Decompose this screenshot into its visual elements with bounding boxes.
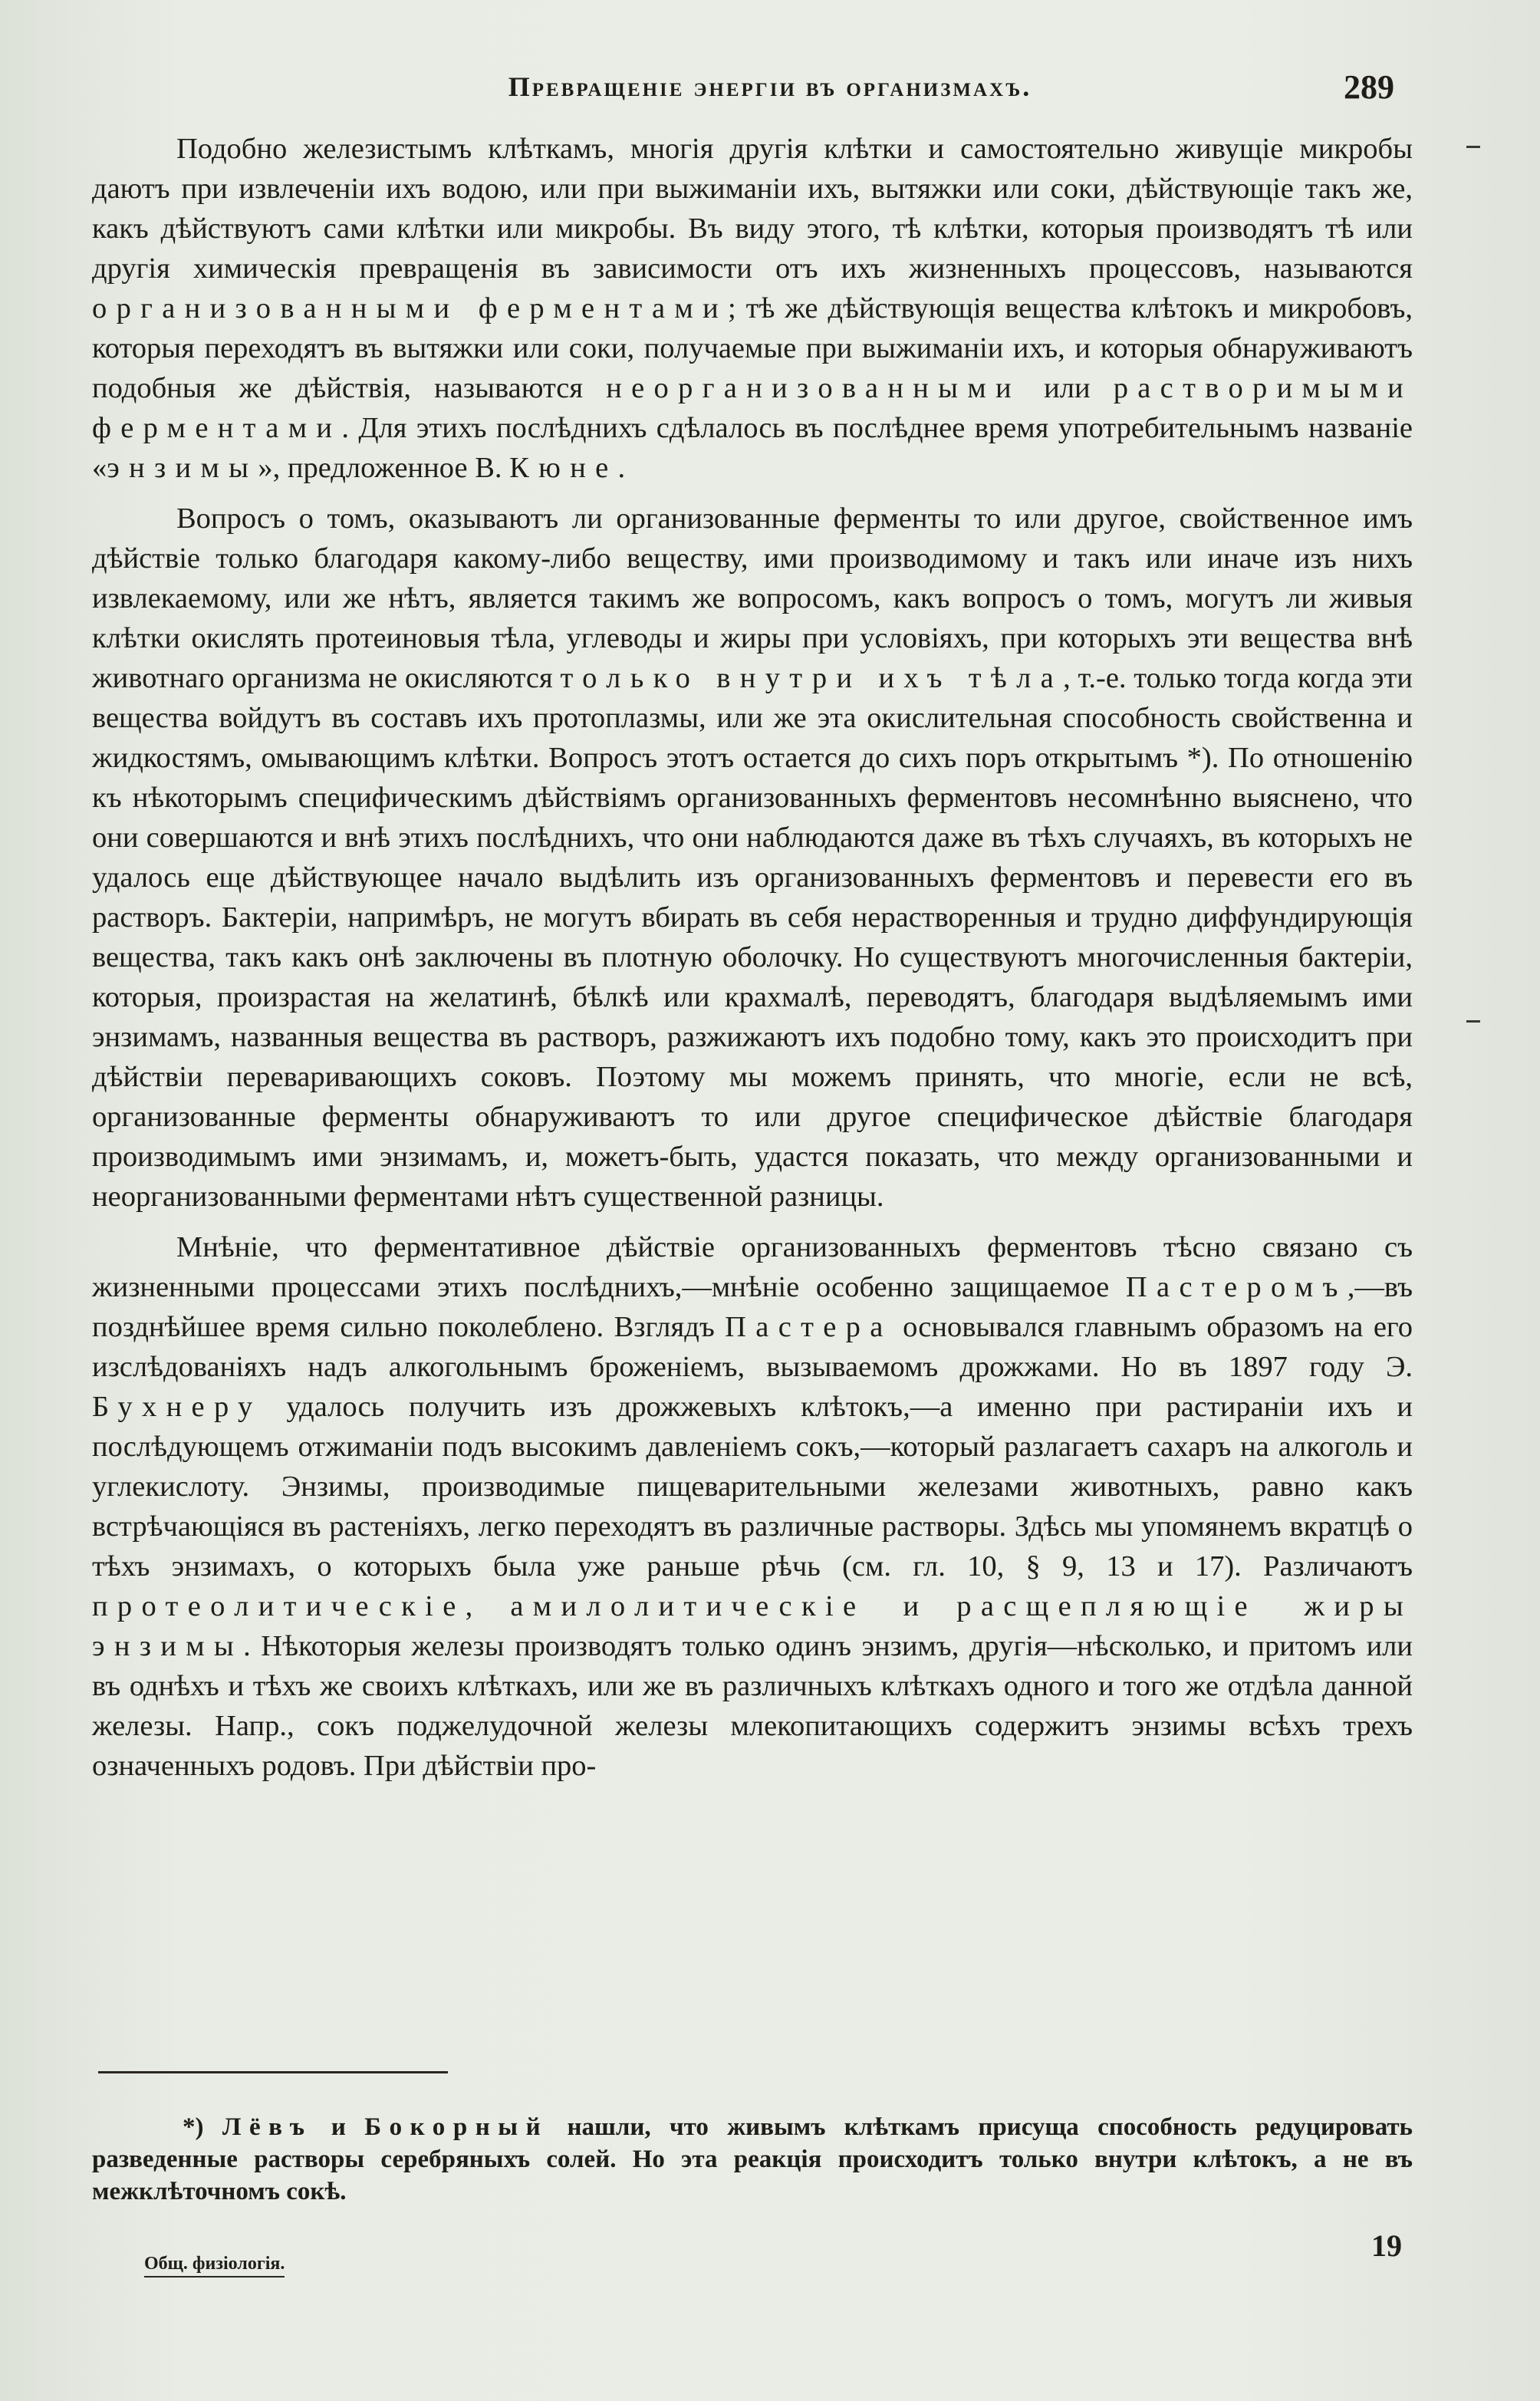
body-text	[92, 129, 1413, 1797]
spaced-name: Бухнеру	[92, 1391, 262, 1423]
footnote	[92, 2111, 1413, 2208]
footnote-text	[92, 2111, 1413, 2208]
spaced-name: Кюне	[509, 452, 618, 484]
text-run: ; тѣ же дѣйствующiя вещества клѣтокъ и микробовъ, которыя переходятъ въ вытяжки или соки, получаемые при выжиманiи ихъ, и которыя обнаруживаютъ подобныя же дѣйствiя, называются	[92, 292, 1413, 404]
paragraph-3	[92, 1227, 1413, 1786]
spaced-term: растворимыми ферментами	[92, 372, 1413, 444]
spaced-term: организованными ферментами	[92, 292, 728, 324]
spaced-term: только внутри ихъ тѣла	[560, 662, 1064, 694]
text-run: Вопросъ о томъ, оказываютъ ли организованные ферменты то или другое, свойственное имъ дѣйствiе только благодаря какому-либо веществу, ими производимому и такъ или иначе изъ нихъ извлекаемому, или же нѣтъ, является такимъ же вопросомъ, какъ вопросъ о томъ, могутъ ли живыя клѣтки окислять протеиновыя тѣла, углеводы и жиры при условiяхъ, при которыхъ эти вещества внѣ животнаго организма не окисляются	[92, 502, 1413, 694]
margin-mark	[1466, 146, 1480, 148]
margin-mark	[1466, 1020, 1480, 1023]
text-run: Подобно железистымъ клѣткамъ, многiя другiя клѣтки и самостоятельно живущiе микробы даютъ при извлеченiи ихъ водою, или при выжиманiи ихъ, вытяжки или соки, дѣйствующiе такъ же, какъ дѣйствуютъ сами клѣтки или микробы. Въ виду этого, тѣ клѣтки, которыя производятъ тѣ или другiя химическiя превращенiя въ зависимости отъ ихъ жизненныхъ процессовъ, называются	[92, 133, 1413, 285]
text-run: нашли, что живымъ клѣткамъ присуща способность редуцировать разведенные растворы серебряныхъ солей. Но эта реакцiя происходитъ только внутри клѣтокъ, а не въ межклѣточномъ сокѣ.	[92, 2113, 1413, 2205]
spaced-term: амилолитическiе	[510, 1590, 866, 1622]
running-title: Превращенiе энергiи въ организмахъ.	[508, 71, 1032, 102]
spaced-term: энзимы	[107, 452, 258, 484]
text-run: ,	[465, 1590, 511, 1622]
text-run: удалось получить изъ дрожжевыхъ клѣтокъ,—а именно при растиранiи ихъ и послѣдующемъ отжиманiи подъ высокимъ давленiемъ сокъ,—который разлагаетъ сахаръ на алкоголь и углекислоту. Энзимы, производимые пищеварительными железами животныхъ, равно какъ встрѣчающiяся въ растенiяхъ, легко переходятъ въ различные растворы. Здѣсь мы упомянемъ вкратцѣ о тѣхъ энзимахъ, о которыхъ была уже раньше рѣчь (см. гл. 10, § 9, 13 и 17). Различаютъ	[92, 1391, 1413, 1583]
page-number: 289	[1344, 68, 1394, 106]
footnote-rule	[98, 2071, 448, 2073]
text-run: , т.-е. только тогда когда эти вещества войдутъ въ составъ ихъ протоплазмы, или же эта окислительная способность свойственна и жидкостямъ, омывающимъ клѣтки. Вопросъ этотъ остается до сихъ поръ открытымъ *). По отношенiю къ нѣкоторымъ специфическимъ дѣйствiямъ организованныхъ ферментовъ несомнѣнно выяснено, что они совершаются и внѣ этихъ послѣднихъ, что они наблюдаются даже въ тѣхъ случаяхъ, въ которыхъ не удалось еще дѣйствующее начало выдѣлить изъ организованныхъ ферментовъ и перевести его въ растворъ. Бактерiи, напримѣръ, не могутъ вбирать въ себя нерастворенныя и трудно диффундирующiя вещества, такъ какъ онѣ заключены въ плотную оболочку. Но существуютъ многочисленныя бактерiи, которыя, произрастая на желатинѣ, бѣлкѣ или крахмалѣ, переводятъ, благодаря выдѣляемымъ ими энзимамъ, названныя вещества въ растворъ, разжижаютъ ихъ подобно тому, какъ это происходитъ при дѣйствiи переваривающихъ соковъ. Поэтому мы можемъ принять, что многiе, если не всѣ, организованные ферменты обнаруживаютъ то или другое специфическое дѣйствiе благодаря производимымъ ими энзимамъ, и, можетъ-быть, удастся показать, что между организованными и неорганизованными ферментами нѣтъ существенной разницы.	[92, 662, 1413, 1213]
spaced-term: энзимы	[92, 1630, 244, 1662]
text-run: или	[1020, 372, 1114, 404]
text-run: Мнѣнiе, что ферментативное дѣйствiе организованныхъ ферментовъ тѣсно связано съ жизненными процессами этихъ послѣднихъ,—мнѣнiе особенно защищаемое	[92, 1231, 1413, 1303]
spaced-name: Бокорный	[364, 2113, 549, 2141]
paragraph-2	[92, 499, 1413, 1217]
spaced-name: Лёвъ	[222, 2113, 313, 2141]
text-run: основывался главнымъ образомъ на его изслѣдованiяхъ надъ алкогольнымъ броженiемъ, вызываемомъ дрожжами. Но въ 1897 году Э.	[92, 1311, 1413, 1383]
paragraph-1	[92, 129, 1413, 488]
text-run: и	[865, 1590, 957, 1622]
spaced-name: Пастеромъ	[1125, 1271, 1348, 1303]
spaced-term: неорганизованными	[606, 372, 1021, 404]
sheet-number: 19	[1371, 2228, 1402, 2263]
text-run: .	[617, 452, 626, 484]
spaced-term: протеолитическiе	[92, 1590, 466, 1622]
spaced-term: расщепляющiе жиры	[956, 1590, 1413, 1622]
text-run: . Для этихъ послѣднихъ сдѣлалось въ послѣднее время употребительнымъ названiе «	[92, 412, 1413, 484]
text-run: и	[312, 2113, 365, 2141]
text-run: ,—въ позднѣйшее время сильно поколебленo. Взглядъ	[92, 1271, 1413, 1343]
text-run: *)	[183, 2113, 222, 2141]
text-run: », предложенное В.	[258, 452, 510, 484]
text-run: . Нѣкоторыя железы производятъ только одинъ энзимъ, другiя—нѣсколько, и притомъ или въ однѣхъ и тѣхъ же своихъ клѣткахъ, или же въ различныхъ клѣткахъ одного и того же отдѣла данной железы. Напр., сокъ поджелудочной железы млекопитающихъ содержитъ энзимы всѣхъ трехъ означенныхъ родовъ. При дѣйствiи про-	[92, 1630, 1413, 1782]
printer-signature: Общ. физiологiя.	[144, 2254, 285, 2277]
spaced-name: Пастера	[725, 1311, 893, 1343]
